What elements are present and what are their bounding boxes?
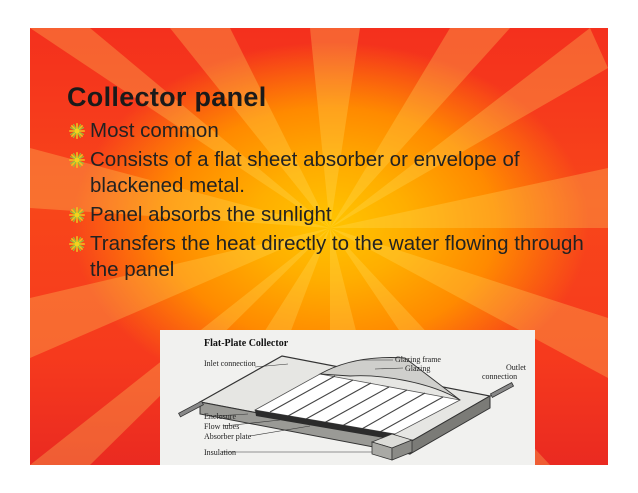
sunburst-bullet-icon bbox=[69, 123, 85, 139]
diagram-title: Flat-Plate Collector bbox=[204, 338, 289, 349]
label-inlet-connection: Inlet connection bbox=[204, 359, 256, 368]
sunburst-bullet-icon bbox=[69, 152, 85, 168]
bullet-list bbox=[68, 118, 588, 286]
label-flow-tubes: Flow tubes bbox=[204, 422, 240, 431]
slide bbox=[30, 28, 608, 465]
bullet-text: Most common bbox=[90, 119, 219, 142]
flat-plate-collector-diagram bbox=[160, 330, 535, 465]
bullet-text: Consists of a flat sheet absorber or envelope of blackened metal. bbox=[90, 148, 520, 197]
collector-illustration bbox=[160, 330, 535, 465]
slide-title: Collector panel bbox=[67, 82, 267, 112]
label-glazing: Glazing bbox=[405, 364, 431, 373]
bullet-item bbox=[68, 202, 588, 228]
label-absorber-plate: Absorber plate bbox=[204, 432, 252, 441]
label-outlet-connection: Outlet connection bbox=[482, 363, 526, 381]
bullet-text: Panel absorbs the sunlight bbox=[90, 203, 332, 226]
bullet-item bbox=[68, 118, 588, 144]
sunburst-bullet-icon bbox=[69, 236, 85, 252]
label-insulation: Insulation bbox=[204, 448, 236, 457]
outlet-pipe bbox=[490, 383, 513, 398]
bullet-item bbox=[68, 147, 588, 199]
sunburst-bullet-icon bbox=[69, 207, 85, 223]
label-glazing-frame: Glazing frame bbox=[395, 355, 441, 364]
bullet-item bbox=[68, 231, 588, 283]
bullet-text: Transfers the heat directly to the water flowing through the panel bbox=[90, 232, 584, 281]
label-enclosure: Enclosure bbox=[204, 412, 236, 421]
